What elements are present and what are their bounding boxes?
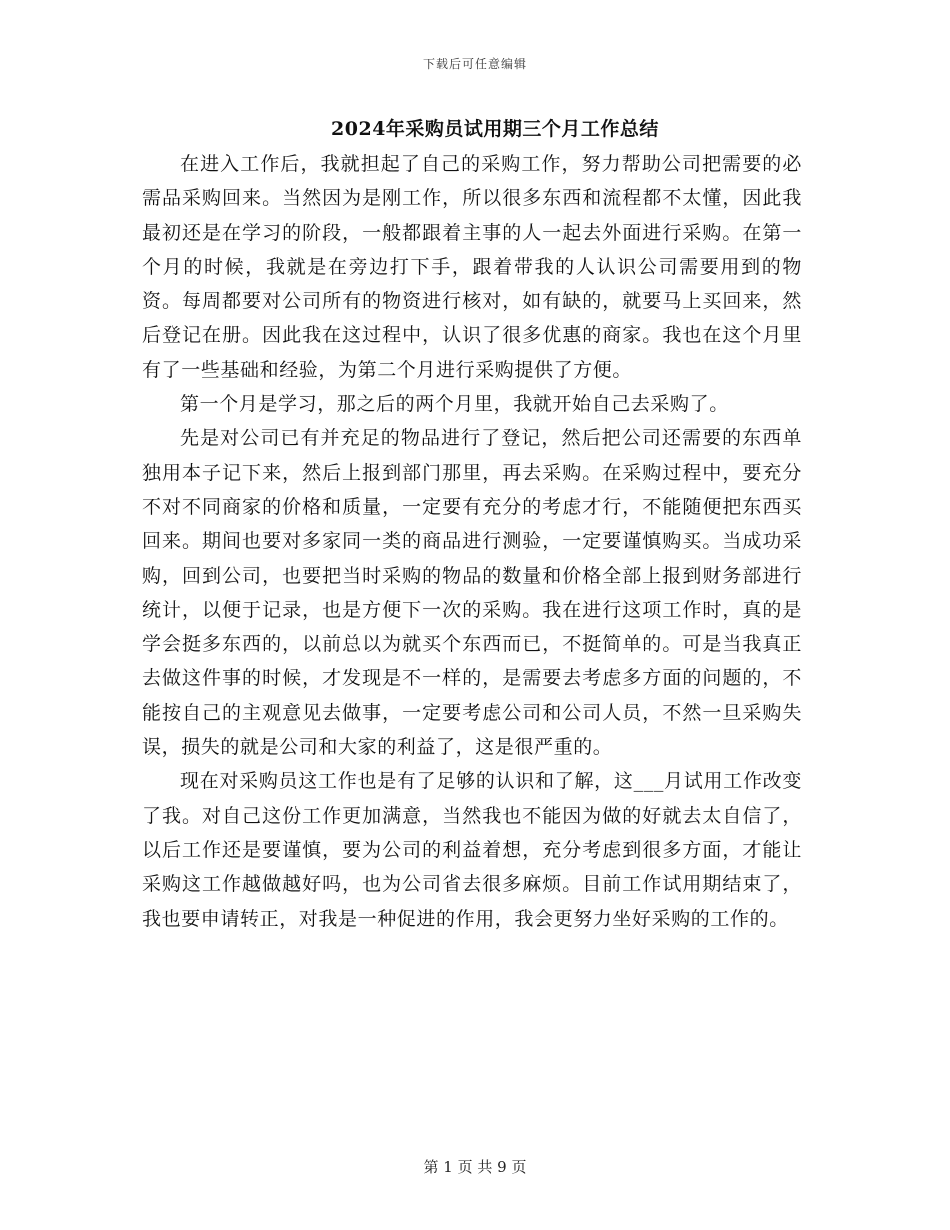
- document-title: 2024年采购员试用期三个月工作总结: [331, 118, 659, 140]
- paragraph-1: 在进入工作后，我就担起了自己的采购工作，努力帮助公司把需要的必需品采购回来。当然因为是刚工作，所以很多东西和流程都不太懂，因此我最初还是在学习的阶段，一般都跟着主事的人一起去外面进行采购。在第一个月的时候，我就是在旁边打下手，跟着带我的人认识公司需要用到的物资。每周都要对公司所有的物资进行核对，如有缺的，就要马上买回来，然后登记在册。因此我在这过程中，认识了很多优惠的商家。我也在这个月里有了一些基础和经验，为第二个月进行采购提供了方便。: [142, 153, 802, 381]
- page-number: 第 1 页 共 9 页: [423, 1158, 527, 1176]
- paragraph-2: 第一个月是学习，那之后的两个月里，我就开始自己去采购了。: [180, 393, 729, 416]
- document-body: [142, 147, 802, 936]
- paragraph-3: 先是对公司已有并充足的物品进行了登记，然后把公司还需要的东西单独用本子记下来，然后上报到部门那里，再去采购。在采购过程中，要充分不对不同商家的价格和质量，一定要有充分的考虑才行，不能随便把东西买回来。期间也要对多家同一类的商品进行测验，一定要谨慎购买。当成功采购，回到公司，也要把当时采购的物品的数量和价格全部上报到财务部进行统计，以便于记录，也是方便下一次的采购。我在进行这项工作时，真的是学会挺多东西的，以前总以为就买个东西而已，不挺简单的。可是当我真正去做这件事的时候，才发现是不一样的，是需要去考虑多方面的问题的，不能按自己的主观意见去做事，一定要考虑公司和公司人员，不然一旦采购失误，损失的就是公司和大家的利益了，这是很严重的。: [142, 427, 802, 759]
- header-note: 下载后可任意编辑: [422, 57, 527, 71]
- paragraph-4: 现在对采购员这工作也是有了足够的认识和了解，这___月试用工作改变了我。对自己这份工作更加满意，当然我也不能因为做的好就去太自信了，以后工作还是要谨慎，要为公司的利益着想，充分考虑到很多方面，才能让采购这工作越做越好吗，也为公司省去很多麻烦。目前工作试用期结束了，我也要申请转正，对我是一种促进的作用，我会更努力坐好采购的工作的。: [142, 770, 802, 930]
